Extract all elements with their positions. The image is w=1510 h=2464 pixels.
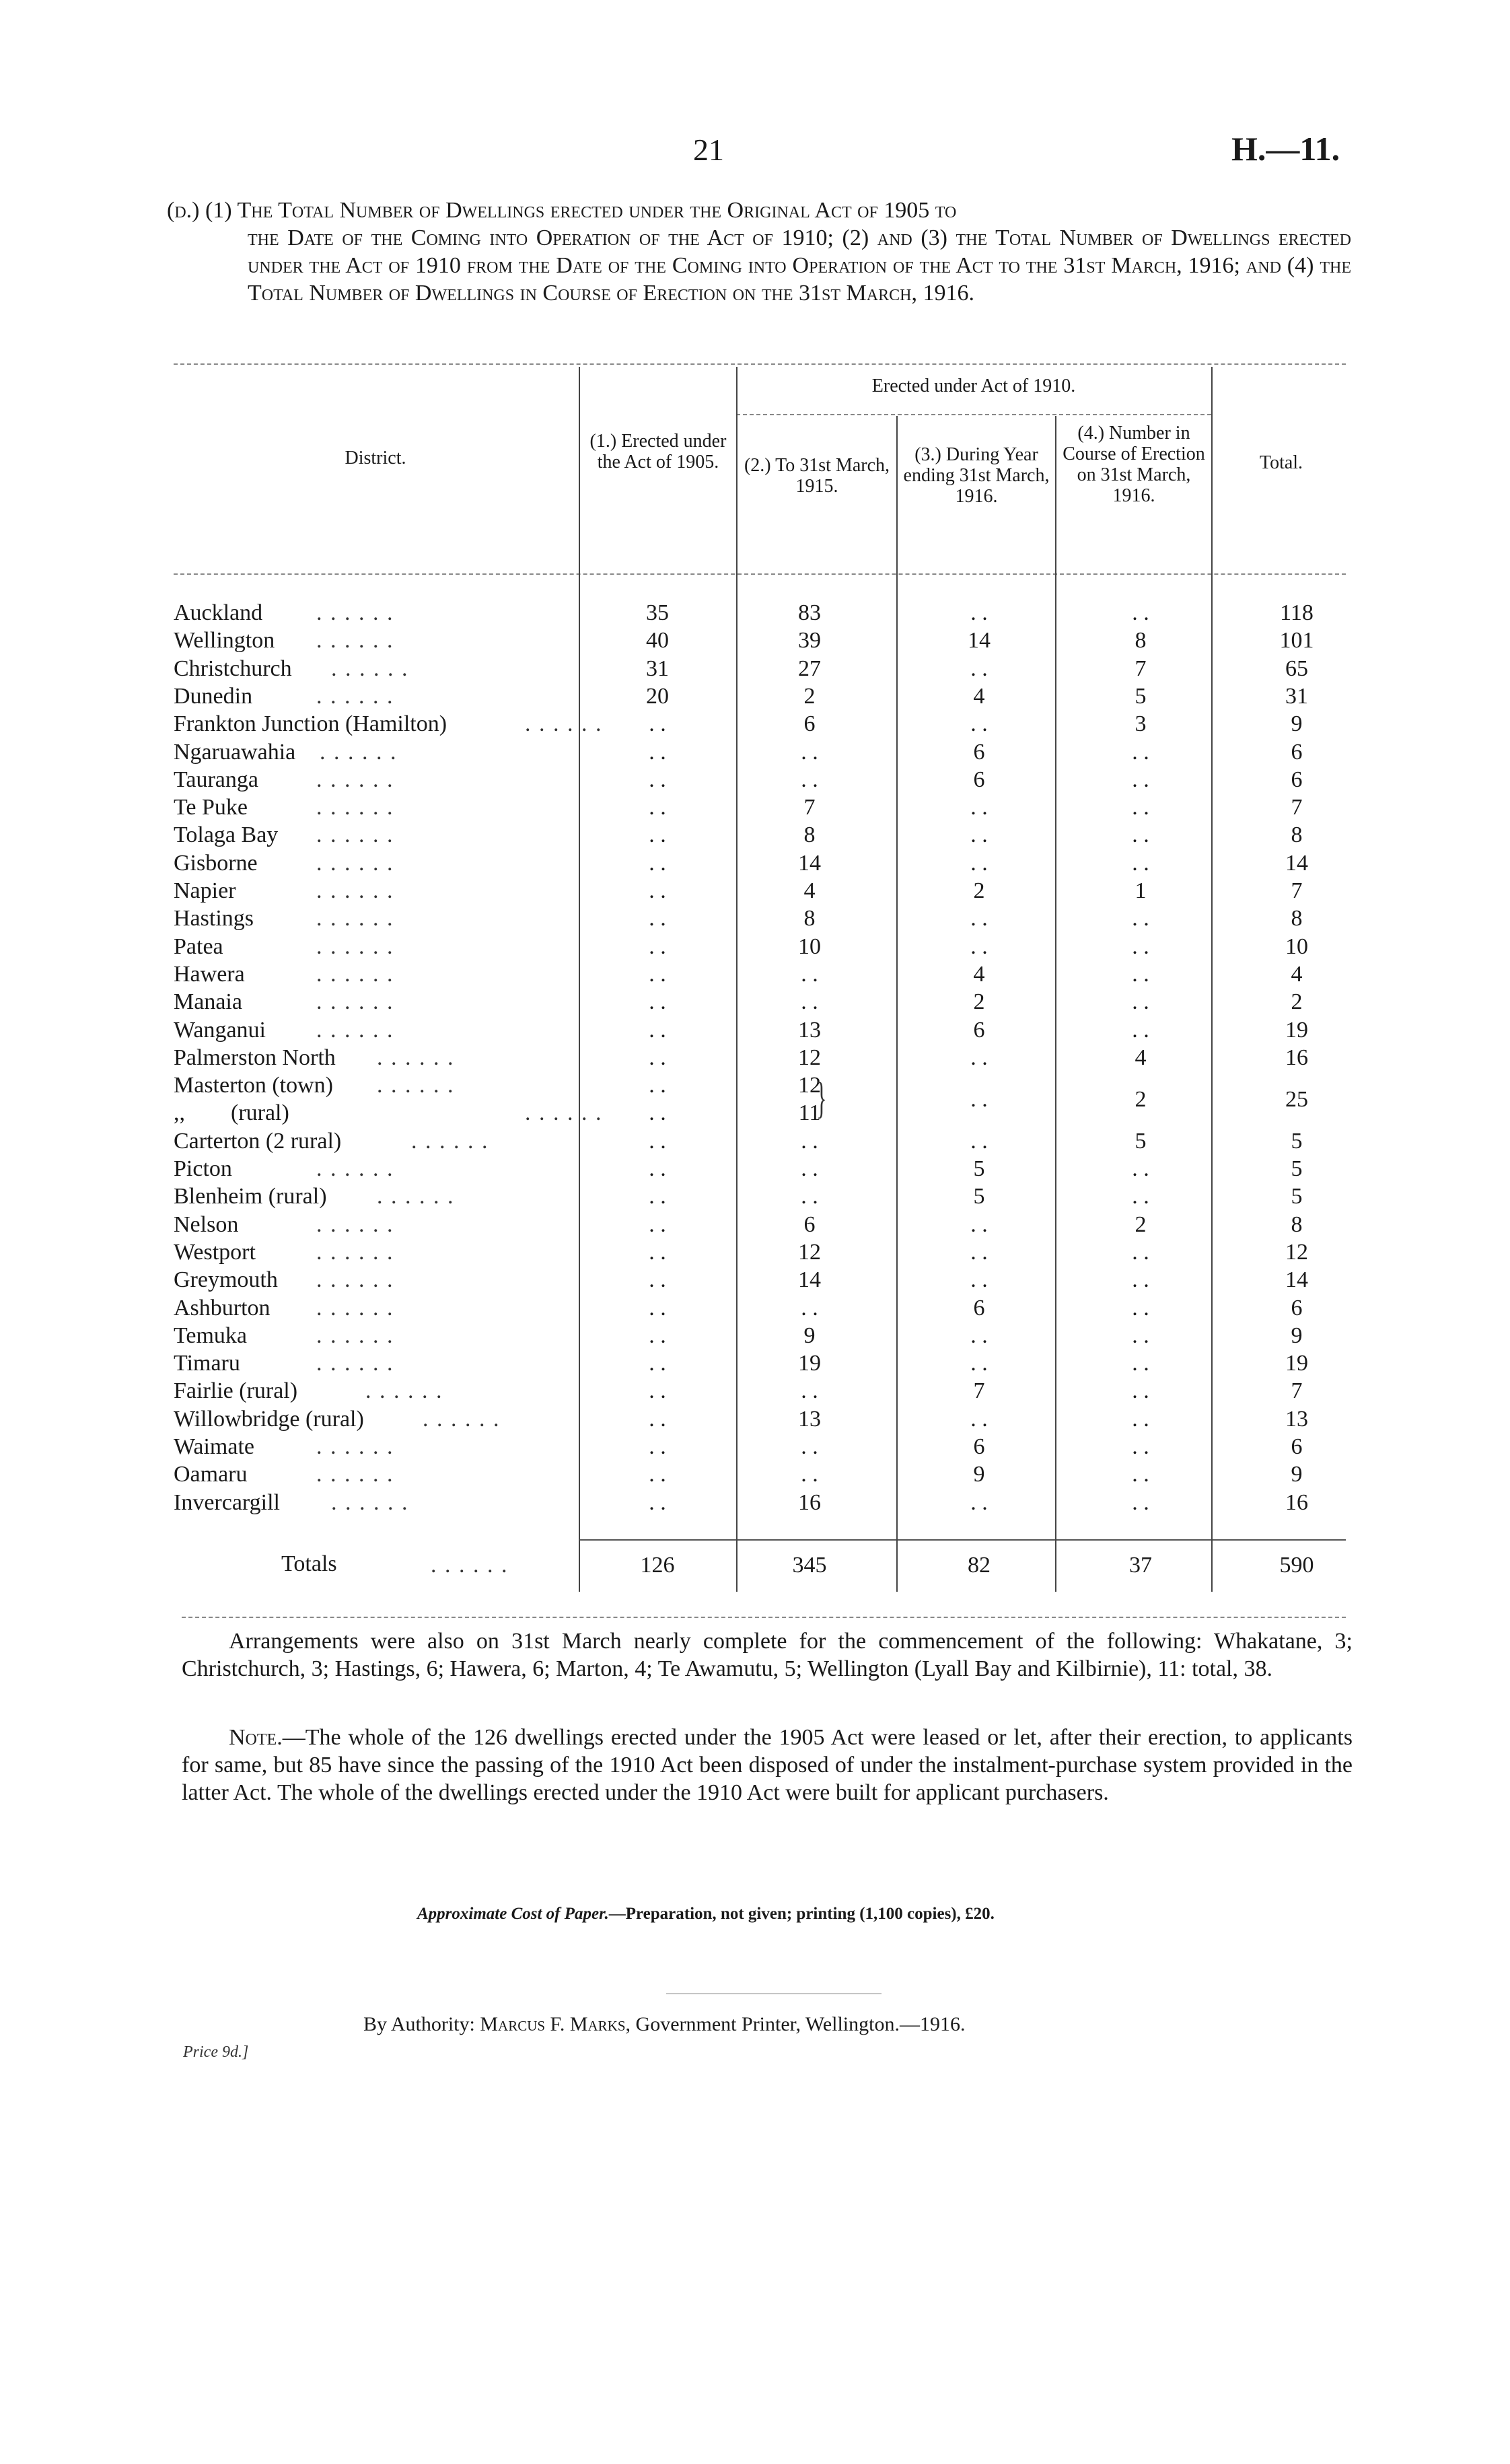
cell-col4: . . <box>1132 1296 1149 1321</box>
leader-dots: . . . . . . <box>377 1073 455 1098</box>
district-name: Manaia <box>174 989 242 1014</box>
cell-col2: 14 <box>798 851 821 876</box>
cell-col3: . . <box>970 656 988 681</box>
cell-col3: 5 <box>973 1184 985 1209</box>
cell-col4: . . <box>1132 740 1149 765</box>
table-top-rule <box>174 363 1346 365</box>
district-name: Gisborne <box>174 851 258 876</box>
district-name: Willowbridge (rural) <box>174 1407 364 1432</box>
cell-col1: . . <box>649 1018 666 1043</box>
table-heading-lead: (d.) (1) The Total Number of Dwellings erected under the Original Act of 1905 to <box>167 198 957 223</box>
cell-total: 8 <box>1291 1212 1303 1237</box>
cell-col3: . . <box>970 822 988 847</box>
group-header-rule <box>736 414 1211 415</box>
cell-col3: 4 <box>973 962 985 987</box>
cell-col3: 9 <box>973 1462 985 1487</box>
cell-col2: 39 <box>798 628 821 653</box>
cell-col4: 1 <box>1135 878 1147 903</box>
cell-col1: . . <box>649 1156 666 1181</box>
district-name: Frankton Junction (Hamilton) <box>174 711 447 736</box>
cell-total: 9 <box>1291 1323 1303 1348</box>
note-label: Note. <box>229 1725 283 1750</box>
leader-dots: . . . . . . <box>423 1407 501 1432</box>
cell-col4: 2 <box>1135 1212 1147 1237</box>
cell-col3: . . <box>970 851 988 876</box>
leader-dots: . . . . . . <box>316 1351 394 1376</box>
cell-col3: . . <box>970 1045 988 1070</box>
district-name: Invercargill <box>174 1490 280 1515</box>
leader-dots: . . . . . . <box>525 1100 603 1125</box>
cell-col2: . . <box>801 1129 818 1154</box>
cell-col2: . . <box>801 1378 818 1403</box>
cell-col3: 5 <box>973 1156 985 1181</box>
cell-col1: . . <box>649 1434 666 1459</box>
cell-col3: . . <box>970 1490 988 1515</box>
leader-dots: . . . . . . <box>316 600 394 625</box>
cell-col4: 4 <box>1135 1045 1147 1070</box>
leader-dots: . . . . . . <box>316 1267 394 1292</box>
cell-col3: . . <box>970 711 988 736</box>
cell-total: 16 <box>1285 1045 1308 1070</box>
cell-col2: 14 <box>798 1267 821 1292</box>
cell-col1: . . <box>649 1296 666 1321</box>
cell-col2: 12 <box>798 1240 821 1265</box>
cell-col1: . . <box>649 1490 666 1515</box>
cell-col4: . . <box>1132 600 1149 625</box>
leader-dots: . . . . . . <box>316 989 394 1014</box>
cell-total: 7 <box>1291 795 1303 820</box>
cell-col3: 6 <box>973 1018 985 1043</box>
cell-col1: . . <box>649 878 666 903</box>
cell-col4: . . <box>1132 1240 1149 1265</box>
cell-col1: . . <box>649 1267 666 1292</box>
leader-dots: . . . . . . <box>316 962 394 987</box>
cell-col1: . . <box>649 1378 666 1403</box>
masterton-brace: } <box>816 1073 827 1123</box>
leader-dots: . . . . . . <box>316 1323 394 1348</box>
cell-col4: . . <box>1132 989 1149 1014</box>
header-district: District. <box>345 448 406 468</box>
header-total: Total. <box>1259 452 1303 473</box>
district-name: Wanganui <box>174 1018 266 1043</box>
cell-col2: 11 <box>798 1100 821 1125</box>
leader-dots: . . . . . . <box>316 684 394 709</box>
column-divider-3 <box>896 416 898 1592</box>
cell-col2: . . <box>801 1462 818 1487</box>
cell-col2: . . <box>801 1156 818 1181</box>
district-name: Nelson <box>174 1212 239 1237</box>
column-divider-2 <box>736 367 738 1592</box>
cell-col4: . . <box>1132 1407 1149 1432</box>
cell-total: 8 <box>1291 822 1303 847</box>
cell-total: 25 <box>1285 1087 1308 1112</box>
header-col1: (1.) Erected under the Act of 1905. <box>589 431 727 472</box>
cell-col3: . . <box>970 1129 988 1154</box>
district-name: Patea <box>174 934 223 959</box>
cell-col4: . . <box>1132 1462 1149 1487</box>
district-name: Hawera <box>174 962 245 987</box>
leader-dots: . . . . . . <box>331 1490 409 1515</box>
cell-col1: . . <box>649 1073 666 1098</box>
district-name: Oamaru <box>174 1462 248 1487</box>
cell-total: 14 <box>1285 851 1308 876</box>
cell-col4: . . <box>1132 906 1149 931</box>
cell-col4: 2 <box>1135 1087 1147 1112</box>
cell-col1: . . <box>649 962 666 987</box>
cell-col2: . . <box>801 1434 818 1459</box>
cell-col1: . . <box>649 795 666 820</box>
totals-rule <box>579 1539 1346 1541</box>
table-heading <box>167 197 1351 307</box>
cell-col2: 27 <box>798 656 821 681</box>
cell-total: 13 <box>1285 1407 1308 1432</box>
cell-col1: . . <box>649 1129 666 1154</box>
cell-total: 19 <box>1285 1351 1308 1376</box>
document-reference: H.—11. <box>1231 130 1340 168</box>
cell-col2: 2 <box>803 684 816 709</box>
cell-total: 10 <box>1285 934 1308 959</box>
cell-col2: 12 <box>798 1073 821 1098</box>
leader-dots: . . . . . . <box>316 906 394 931</box>
cell-col1: . . <box>649 822 666 847</box>
cell-col1: . . <box>649 851 666 876</box>
cell-total: 7 <box>1291 878 1303 903</box>
cell-col3: 7 <box>973 1378 985 1403</box>
cell-col1: . . <box>649 1351 666 1376</box>
cell-col1: 40 <box>646 628 669 653</box>
totals-col2: 345 <box>792 1553 827 1578</box>
cell-col2: 8 <box>803 822 816 847</box>
leader-dots: . . . . . . <box>316 1434 394 1459</box>
cell-col3: 14 <box>968 628 991 653</box>
cell-col4: 7 <box>1135 656 1147 681</box>
district-name: Greymouth <box>174 1267 278 1292</box>
cell-col4: . . <box>1132 1490 1149 1515</box>
cell-col1: . . <box>649 1462 666 1487</box>
district-name: Auckland <box>174 600 263 625</box>
cell-total: 5 <box>1291 1184 1303 1209</box>
totals-dots: . . . . . . <box>431 1553 509 1578</box>
note-paragraph <box>182 1724 1353 1806</box>
cell-col3: 4 <box>973 684 985 709</box>
cell-col4: . . <box>1132 1378 1149 1403</box>
cell-col3: . . <box>970 600 988 625</box>
cell-col3: . . <box>970 1087 988 1112</box>
cell-col2: 83 <box>798 600 821 625</box>
totals-col4: 37 <box>1129 1553 1152 1578</box>
cell-total: 5 <box>1291 1129 1303 1154</box>
cell-col4: . . <box>1132 962 1149 987</box>
leader-dots: . . . . . . <box>316 1018 394 1043</box>
cell-total: 4 <box>1291 962 1303 987</box>
cell-total: 12 <box>1285 1240 1308 1265</box>
cell-total: 6 <box>1291 740 1303 765</box>
header-group: Erected under Act of 1910. <box>871 376 1076 396</box>
printer-authority <box>363 2013 965 2036</box>
column-divider-5 <box>1211 367 1213 1592</box>
district-name: Dunedin <box>174 684 253 709</box>
cell-col3: . . <box>970 1407 988 1432</box>
cell-total: 16 <box>1285 1490 1308 1515</box>
cell-col3: . . <box>970 795 988 820</box>
cell-col2: 9 <box>803 1323 816 1348</box>
column-divider-1 <box>579 367 580 1592</box>
cell-col2: . . <box>801 767 818 792</box>
cell-col1: 20 <box>646 684 669 709</box>
header-bottom-rule <box>174 573 1346 575</box>
cell-col4: . . <box>1132 1184 1149 1209</box>
cell-col4: . . <box>1132 1323 1149 1348</box>
cell-col2: 19 <box>798 1351 821 1376</box>
cost-label: Approximate Cost of Paper. <box>417 1905 609 1923</box>
district-name: Ngaruawahia <box>174 740 296 765</box>
cell-col2: 6 <box>803 1212 816 1237</box>
cell-col3: 2 <box>973 878 985 903</box>
cell-col1: . . <box>649 1045 666 1070</box>
cell-col3: 6 <box>973 1296 985 1321</box>
district-name: Temuka <box>174 1323 248 1348</box>
cell-col2: 10 <box>798 934 821 959</box>
cell-col1: 35 <box>646 600 669 625</box>
leader-dots: . . . . . . <box>316 1156 394 1181</box>
district-name: Palmerston North <box>174 1045 336 1070</box>
cell-total: 14 <box>1285 1267 1308 1292</box>
cost-text: —Preparation, not given; printing (1,100 copies), £20. <box>608 1905 995 1923</box>
note-text: —The whole of the 126 dwellings erected under the 1905 Act were leased or let, after their erection, to applicants for same, but 85 have since the passing of the 1910 Act been disposed of under the instalment-purchase system provided in the latter Act. The whole of the dwellings erected under the 1910 Act were built for applicant purchasers. <box>182 1725 1353 1805</box>
cell-col4: . . <box>1132 1156 1149 1181</box>
cell-col4: . . <box>1132 1018 1149 1043</box>
cell-col4: . . <box>1132 1434 1149 1459</box>
cell-col1: . . <box>649 740 666 765</box>
cell-col1: 31 <box>646 656 669 681</box>
cell-total: 65 <box>1285 656 1308 681</box>
cell-col4: . . <box>1132 1267 1149 1292</box>
cell-col4: . . <box>1132 767 1149 792</box>
price-label: Price 9d.] <box>183 2043 249 2061</box>
cell-col2: 8 <box>803 906 816 931</box>
district-name: Christchurch <box>174 656 292 681</box>
cell-col4: 3 <box>1135 711 1147 736</box>
leader-dots: . . . . . . <box>316 878 394 903</box>
cell-col4: . . <box>1132 1351 1149 1376</box>
cell-col1: . . <box>649 906 666 931</box>
cell-col1: . . <box>649 1212 666 1237</box>
district-name: Carterton (2 rural) <box>174 1129 342 1154</box>
table-bottom-rule <box>182 1617 1346 1618</box>
leader-dots: . . . . . . <box>331 656 409 681</box>
cell-col3: . . <box>970 1212 988 1237</box>
district-name: Fairlie (rural) <box>174 1378 298 1403</box>
cell-col1: . . <box>649 989 666 1014</box>
cell-col4: 5 <box>1135 684 1147 709</box>
leader-dots: . . . . . . <box>377 1045 455 1070</box>
leader-dots: . . . . . . <box>316 767 394 792</box>
cell-col2: 4 <box>803 878 816 903</box>
leader-dots: . . . . . . <box>316 795 394 820</box>
cell-col3: . . <box>970 906 988 931</box>
header-col4: (4.) Number in Course of Erection on 31st March, 1916. <box>1063 423 1205 506</box>
cell-total: 5 <box>1291 1156 1303 1181</box>
district-name: Te Puke <box>174 795 248 820</box>
district-name: Ashburton <box>174 1296 271 1321</box>
leader-dots: . . . . . . <box>316 1296 394 1321</box>
cell-col2: 13 <box>798 1018 821 1043</box>
cell-total: 19 <box>1285 1018 1308 1043</box>
cell-col4: 8 <box>1135 628 1147 653</box>
leader-dots: . . . . . . <box>316 628 394 653</box>
authority-suffix: , Government Printer, Wellington.—1916. <box>625 2013 966 2035</box>
leader-dots: . . . . . . <box>525 711 603 736</box>
cell-total: 6 <box>1291 1434 1303 1459</box>
cell-col2: 16 <box>798 1490 821 1515</box>
cell-col4: . . <box>1132 934 1149 959</box>
district-name: Tauranga <box>174 767 258 792</box>
leader-dots: . . . . . . <box>411 1129 489 1154</box>
cell-total: 2 <box>1291 989 1303 1014</box>
authority-prefix: By Authority: <box>363 2013 475 2035</box>
cell-col1: . . <box>649 1323 666 1348</box>
cell-col2: . . <box>801 1184 818 1209</box>
cell-col2: 12 <box>798 1045 821 1070</box>
cell-col2: . . <box>801 740 818 765</box>
cell-col1: . . <box>649 711 666 736</box>
cell-col3: . . <box>970 1351 988 1376</box>
cell-col3: . . <box>970 1267 988 1292</box>
district-name: Blenheim (rural) <box>174 1184 327 1209</box>
totals-col3: 82 <box>968 1553 991 1578</box>
cell-col1: . . <box>649 1407 666 1432</box>
district-name: Picton <box>174 1156 232 1181</box>
leader-dots: . . . . . . <box>320 740 398 765</box>
cell-col3: 6 <box>973 1434 985 1459</box>
leader-dots: . . . . . . <box>365 1378 443 1403</box>
cell-col1: . . <box>649 1240 666 1265</box>
cell-col2: . . <box>801 989 818 1014</box>
cell-col2: . . <box>801 1296 818 1321</box>
page-number: 21 <box>693 133 724 167</box>
leader-dots: . . . . . . <box>316 1462 394 1487</box>
cell-col1: . . <box>649 767 666 792</box>
cell-total: 8 <box>1291 906 1303 931</box>
header-col2: (2.) To 31st March, 1915. <box>744 455 890 497</box>
cell-col3: 2 <box>973 989 985 1014</box>
arrangements-paragraph: Arrangements were also on 31st March nearly complete for the commencement of the following: Whakatane, 3; Christchurch, 3; Hastings, 6; Hawera, 6; Marton, 4; Te Awamutu, 5; Wellington (Lyall Bay and Kilbirnie), 11: total, 38. <box>182 1629 1353 1681</box>
district-name: Tolaga Bay <box>174 822 279 847</box>
cell-col2: 13 <box>798 1407 821 1432</box>
cell-col1: . . <box>649 934 666 959</box>
district-name: Hastings <box>174 906 254 931</box>
cell-total: 9 <box>1291 711 1303 736</box>
cell-total: 101 <box>1279 628 1314 653</box>
cell-total: 31 <box>1285 684 1308 709</box>
cell-col1: . . <box>649 1100 666 1125</box>
cell-col4: . . <box>1132 822 1149 847</box>
cell-total: 118 <box>1280 600 1314 625</box>
cell-total: 6 <box>1291 1296 1303 1321</box>
table-heading-rest: the Date of the Coming into Operation of the Act of 1910; (2) and (3) the Total Number of Dwellings erected under the Act of 1910 from the Date of the Coming into Operation of the Act to the 31st March, 1916; and (4) the Total Number of Dwellings in Course of Erection on the 31st March, 1916. <box>248 225 1351 306</box>
cell-col2: 6 <box>803 711 816 736</box>
cell-col4: 5 <box>1135 1129 1147 1154</box>
district-name: Westport <box>174 1240 256 1265</box>
cell-total: 6 <box>1291 767 1303 792</box>
header-col3: (3.) During Year ending 31st March, 1916. <box>903 444 1050 507</box>
cell-total: 7 <box>1291 1378 1303 1403</box>
leader-dots: . . . . . . <box>316 1212 394 1237</box>
leader-dots: . . . . . . <box>316 851 394 876</box>
cell-total: 9 <box>1291 1462 1303 1487</box>
cost-line <box>417 1905 995 1924</box>
district-name: Wellington <box>174 628 275 653</box>
totals-col1: 126 <box>640 1553 675 1578</box>
cell-col3: . . <box>970 1240 988 1265</box>
cell-col3: . . <box>970 934 988 959</box>
district-name: Masterton (town) <box>174 1073 334 1098</box>
leader-dots: . . . . . . <box>316 822 394 847</box>
cell-col3: 6 <box>973 767 985 792</box>
district-name: Timaru <box>174 1351 240 1376</box>
totals-label: Totals <box>281 1551 337 1576</box>
leader-dots: . . . . . . <box>377 1184 455 1209</box>
district-name: Napier <box>174 878 236 903</box>
cell-col2: . . <box>801 962 818 987</box>
leader-dots: . . . . . . <box>316 934 394 959</box>
district-name: ,, (rural) <box>174 1100 289 1125</box>
cell-col1: . . <box>649 1184 666 1209</box>
totals-grand: 590 <box>1279 1553 1314 1578</box>
cell-col3: . . <box>970 1323 988 1348</box>
leader-dots: . . . . . . <box>316 1240 394 1265</box>
column-divider-4 <box>1055 416 1056 1592</box>
cell-col4: . . <box>1132 795 1149 820</box>
cell-col2: 7 <box>803 795 816 820</box>
cell-col3: 6 <box>973 740 985 765</box>
printer-name: Marcus F. Marks <box>480 2013 626 2035</box>
cell-col4: . . <box>1132 851 1149 876</box>
district-name: Waimate <box>174 1434 254 1459</box>
